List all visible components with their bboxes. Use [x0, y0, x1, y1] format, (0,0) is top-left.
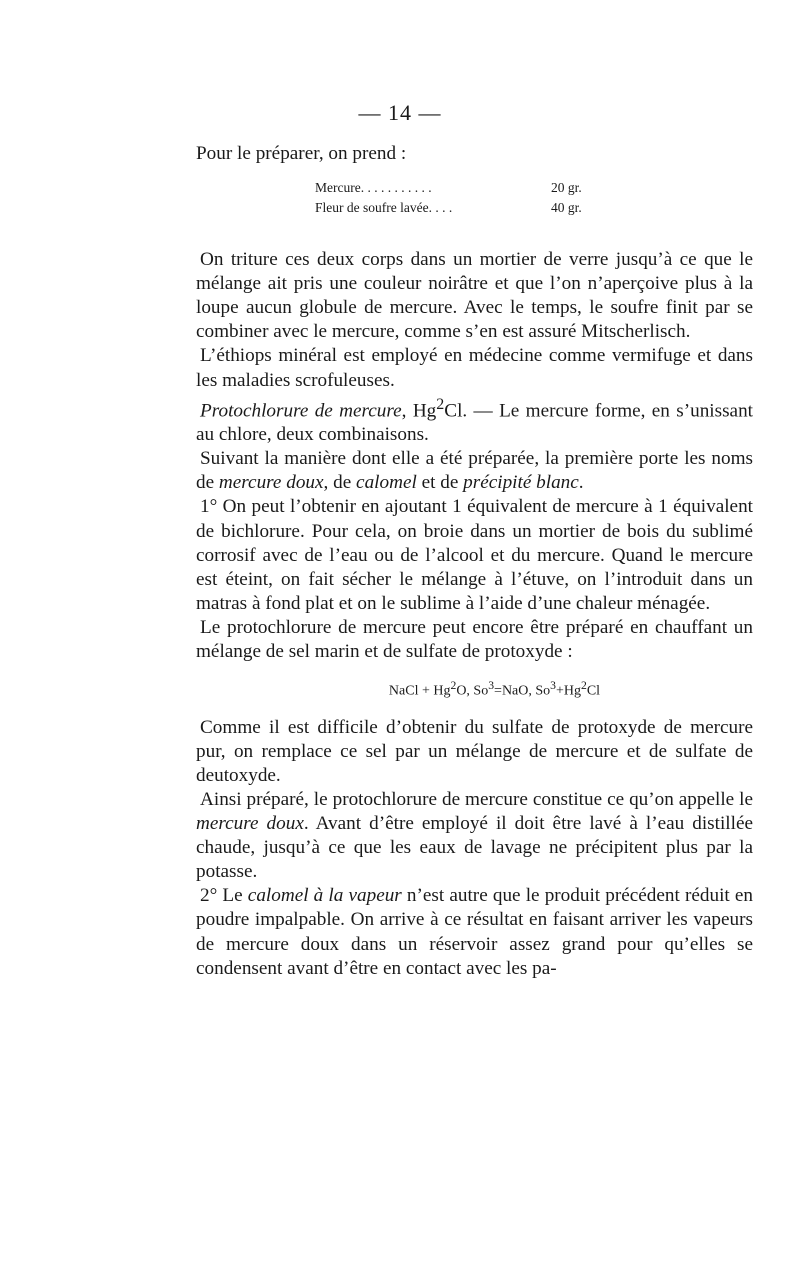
italic-term: calomel: [356, 472, 417, 494]
text-run: , de: [323, 472, 357, 494]
text-run: . Avant d’être employé il doit être lavé à l’eau distillée chaude, jusqu’à ce que les eaux de lavage ne précipitent plus par la potasse.: [196, 813, 753, 883]
recipe-row: [315, 178, 675, 198]
protochlorure-text: Cl. — Le mercure forme, en s’unissant au chlore, deux combinaisons.: [196, 400, 753, 446]
formula-part: O, So: [456, 683, 489, 699]
intro-line: Pour le préparer, on prend :: [196, 143, 407, 164]
ingredient-name: Mercure. . . . . . . . . . .: [315, 180, 432, 196]
formula-part: NaCl + Hg: [388, 683, 451, 699]
formula-superscript: 3: [488, 679, 495, 693]
text-run: Ainsi préparé, le protochlorure de mercure constitue ce qu’on appelle le: [200, 789, 753, 811]
paragraph-ethiops: L’éthiops minéral est employé en médecine comme vermifuge et dans les maladies scrofuleuses.: [196, 345, 753, 391]
paragraph-method-2: [196, 884, 753, 980]
paragraph-sulfate: Comme il est difficile d’obtenir du sulfate de protoxyde de mercure pur, on remplace ce sel par un mélange de mercure et de sulfate de deutoxyde.: [196, 716, 753, 786]
chemical-equation: [196, 676, 753, 702]
paragraph-method-alt: Le protochlorure de mercure peut encore être préparé en chauffant un mélange de sel marin et de sulfate de protoxyde :: [196, 616, 753, 662]
italic-term: calomel à la vapeur: [247, 885, 402, 907]
text-run: 2° Le: [200, 885, 248, 907]
formula-superscript: 2: [436, 395, 445, 413]
protochlorure-title: Protochlorure de mercure: [200, 400, 402, 422]
ingredient-name: Fleur de soufre lavée. . . .: [315, 200, 453, 216]
formula-part: +Hg: [556, 683, 582, 699]
formula-superscript: 2: [450, 679, 457, 693]
formula-part: Cl: [586, 683, 601, 699]
paragraph-protochlorure: [196, 393, 753, 448]
recipe-row: [315, 198, 675, 218]
paragraph-method-1: 1° On peut l’obtenir en ajoutant 1 équivalent de mercure à 1 équivalent de bichlorure. Pour cela, on broie dans un mortier de bois du sublimé corrosif avec de l’eau ou de l’alcool et du mercure. Quand le mercure est éteint, on fait sécher le mélange à l’étuve, on l’introduit dans un matras à fond plat et on le sublime à l’aide d’une chaleur ménagée.: [196, 496, 753, 614]
ingredient-qty: 20 gr.: [551, 180, 582, 196]
paragraph-prepared: [196, 788, 753, 884]
italic-term: précipité blanc: [463, 472, 579, 494]
formula-superscript: 3: [550, 679, 556, 693]
ingredient-qty: 40 gr.: [551, 200, 582, 216]
formula-part: =NaO, So: [494, 683, 551, 699]
body-text: [196, 142, 753, 981]
formula-fragment: , Hg: [401, 400, 437, 422]
formula-superscript: 2: [581, 679, 587, 693]
paragraph-trituration: On triture ces deux corps dans un mortier de verre jusqu’à ce que le mélange ait pris une couleur noirâtre et que l’on n’aperçoive plus à la loupe aucun globule de mercure. Avec le temps, le soufre finit par se combiner avec le mercure, comme s’en est assuré Mitscherlisch.: [196, 249, 753, 343]
text-run: .: [578, 472, 584, 494]
italic-term: mercure doux: [218, 472, 324, 494]
recipe-list: [315, 178, 675, 218]
text-run: Suivant la manière dont elle a été préparée, la première porte les noms de: [196, 448, 753, 494]
italic-term: mercure doux: [196, 813, 304, 835]
text-run: et de: [416, 472, 464, 494]
text-run: n’est autre que le produit précédent réduit en poudre impalpable. On arrive à ce résultat en faisant arriver les vapeurs de mercure doux dans un réservoir assez grand pour qu’elles se condensent avant d’être en contact avec les pa-: [196, 885, 753, 979]
paragraph-names: [196, 447, 753, 495]
page-number: — 14 —: [358, 100, 442, 125]
